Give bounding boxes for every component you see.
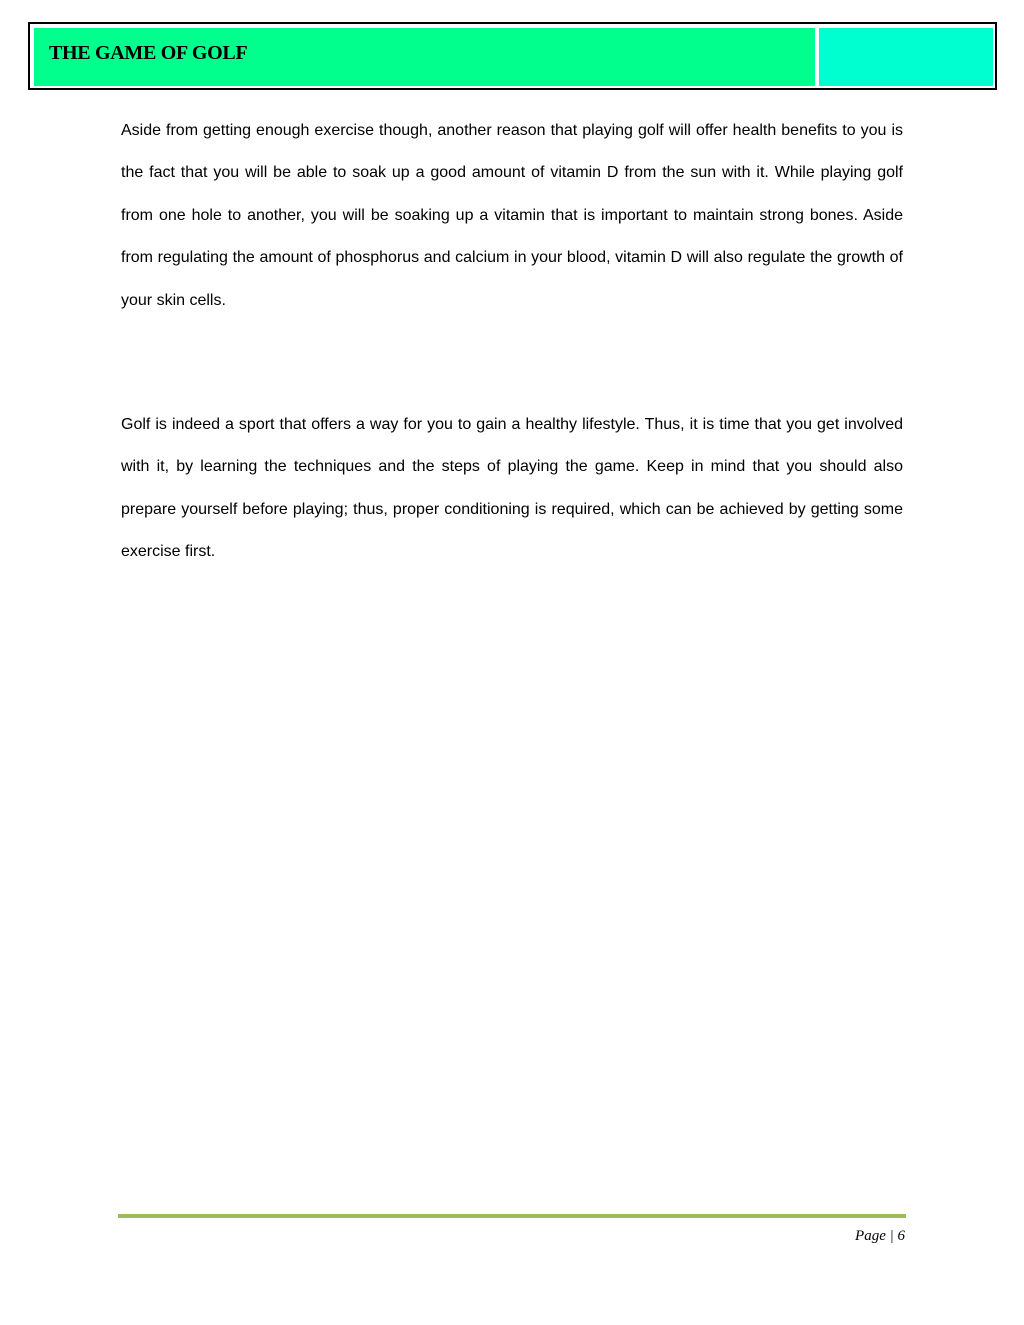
header-title-box — [34, 28, 815, 86]
page-number: 6 — [897, 1228, 905, 1244]
footer-rule — [118, 1214, 906, 1218]
body-section-2 — [121, 404, 903, 574]
document-title: THE GAME OF GOLF — [49, 42, 248, 64]
page-separator: | — [889, 1228, 894, 1244]
body-section-1 — [121, 110, 903, 322]
page-number-footer — [855, 1228, 905, 1245]
header-banner — [28, 22, 997, 90]
body-paragraph: Golf is indeed a sport that offers a way for you to gain a healthy lifestyle. Thus, it is time that you get involved with it, by learning the techniques and the steps of playing the game. Keep in mind that you should also prepare yourself before playing; thus, proper conditioning is required, which can be achieved by getting some exercise first. — [121, 416, 903, 561]
body-paragraph: Aside from getting enough exercise though, another reason that playing golf will offer health benefits to you is the fact that you will be able to soak up a good amount of vitamin D from the sun with it. While playing golf from one hole to another, you will be soaking up a vitamin that is important to maintain strong bones. Aside from regulating the amount of phosphorus and calcium in your blood, vitamin D will also regulate the growth of your skin cells. — [121, 122, 903, 309]
page-label: Page — [855, 1228, 886, 1244]
header-accent-box — [819, 28, 993, 86]
